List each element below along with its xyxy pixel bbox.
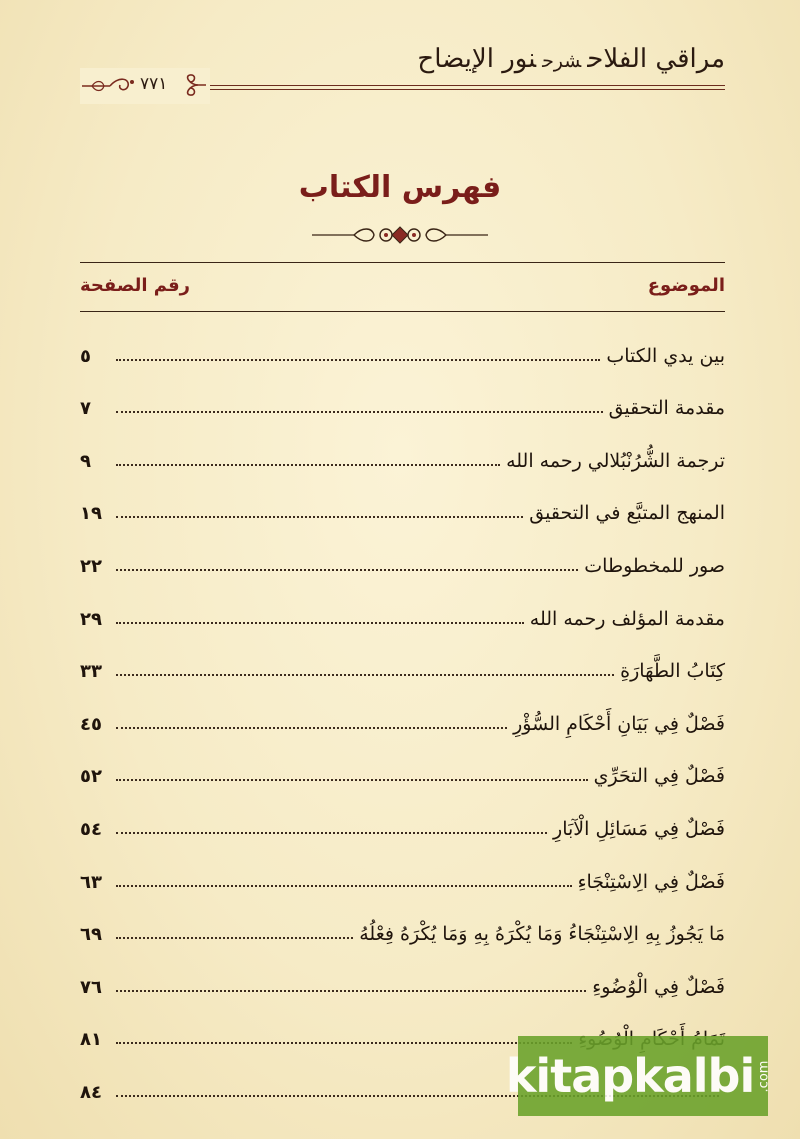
toc-entry[interactable] [80, 690, 725, 743]
toc-entry-title: بين يدي الكتاب [606, 344, 725, 367]
dot-leader [116, 622, 524, 624]
toc-entry[interactable] [80, 638, 725, 691]
toc-entry[interactable] [80, 743, 725, 796]
toc-entry-page: ٤٥ [80, 713, 102, 735]
running-title-main: مراقي الفلاح [587, 44, 725, 74]
dot-leader [116, 516, 523, 518]
toc-entry-page: ٥٢ [80, 766, 102, 788]
toc-entry[interactable] [80, 901, 725, 954]
toc-entry-title: مقدمة التحقيق [608, 397, 725, 420]
toc-entry[interactable] [80, 532, 725, 585]
page-header [80, 40, 725, 100]
toc-entry-page: ٨١ [80, 1029, 102, 1051]
toc-entry[interactable] [80, 585, 725, 638]
toc-entry-title: فَصْلٌ فِي التحَرِّي [593, 765, 725, 788]
toc-entry-title: فَصْلٌ فِي الِاسْتِنْجَاءِ [577, 870, 725, 893]
toc-entry-page: ٨٤ [80, 1081, 102, 1103]
dot-leader [116, 937, 353, 939]
toc-entry-page: ١٩ [80, 503, 102, 525]
watermark-text: kitapkalbi [505, 1049, 755, 1103]
page-number-block [80, 68, 210, 104]
running-title-end: نور الإيضاح [417, 44, 537, 74]
toc-entry[interactable] [80, 480, 725, 533]
title-divider-ornament-icon [312, 222, 488, 248]
toc-entry-page: ٢٢ [80, 555, 102, 577]
toc-entry-page: ٩ [80, 450, 91, 472]
toc-entry-title: المنهج المتبَّع في التحقيق [529, 502, 725, 525]
toc-entry-title: فَصْلٌ فِي بَيَانِ أَحْكَامِ السُّؤْرِ [513, 712, 725, 735]
toc-entry-title: ترجمة الشُّرُنْبُلالي رحمه الله [506, 449, 725, 472]
toc-entry-page: ٥٤ [80, 818, 102, 840]
dot-leader [116, 359, 600, 361]
book-title: فهرس الكتاب [298, 170, 502, 205]
column-header-page: رقم الصفحة [80, 275, 191, 296]
toc-entry-page: ٦٣ [80, 871, 102, 893]
dot-leader [116, 832, 547, 834]
toc-entry[interactable] [80, 848, 725, 901]
toc-entry-page: ٧٦ [80, 976, 102, 998]
dot-leader [116, 411, 603, 413]
running-title-connector: شرح [542, 50, 582, 72]
toc-entry[interactable] [80, 427, 725, 480]
toc-entry-page: ٦٩ [80, 924, 102, 946]
toc-entry-title: صور للمخطوطات [584, 554, 725, 577]
toc-entry-page: ٢٩ [80, 608, 102, 630]
toc-entry[interactable] [80, 953, 725, 1006]
toc-entry-page: ٣٣ [80, 661, 102, 683]
toc-entry-title: كِتَابُ الطَّهَارَةِ [620, 660, 725, 683]
dot-leader [116, 779, 588, 781]
toc-entry-title: فَصْلٌ فِي الْوُضُوءِ [592, 975, 725, 998]
dot-leader [116, 569, 578, 571]
toc-entry-title: مَا يَجُوزُ بِهِ الِاسْتِنْجَاءُ وَمَا يُكْرَهُ بِهِ وَمَا يُكْرَهُ فِعْلُهُ [359, 923, 725, 946]
toc-entry[interactable] [80, 375, 725, 428]
dot-leader [116, 464, 500, 466]
dot-leader [116, 727, 507, 729]
left-flourish-icon [80, 74, 138, 98]
dot-leader [116, 1042, 572, 1044]
toc-list [80, 322, 725, 1111]
toc-entry-title: فَصْلٌ فِي مَسَائِلِ الْآبَارِ [553, 817, 725, 840]
toc-entry-page: ٧ [80, 398, 91, 420]
running-title [417, 44, 725, 74]
dot-leader [116, 674, 614, 676]
toc-entry[interactable] [80, 795, 725, 848]
toc-entry-title: مقدمة المؤلف رحمه الله [529, 607, 725, 630]
toc-table-header [80, 262, 725, 312]
page-number: ٧٧١ [140, 74, 168, 94]
dot-leader [116, 885, 572, 887]
dot-leader [116, 990, 586, 992]
right-flourish-icon [178, 72, 208, 98]
watermark-logo [505, 1036, 772, 1116]
toc-entry-page: ٥ [80, 345, 91, 367]
column-header-topic: الموضوع [647, 275, 725, 296]
toc-entry[interactable] [80, 322, 725, 375]
watermark-suffix: .com [756, 1060, 772, 1092]
